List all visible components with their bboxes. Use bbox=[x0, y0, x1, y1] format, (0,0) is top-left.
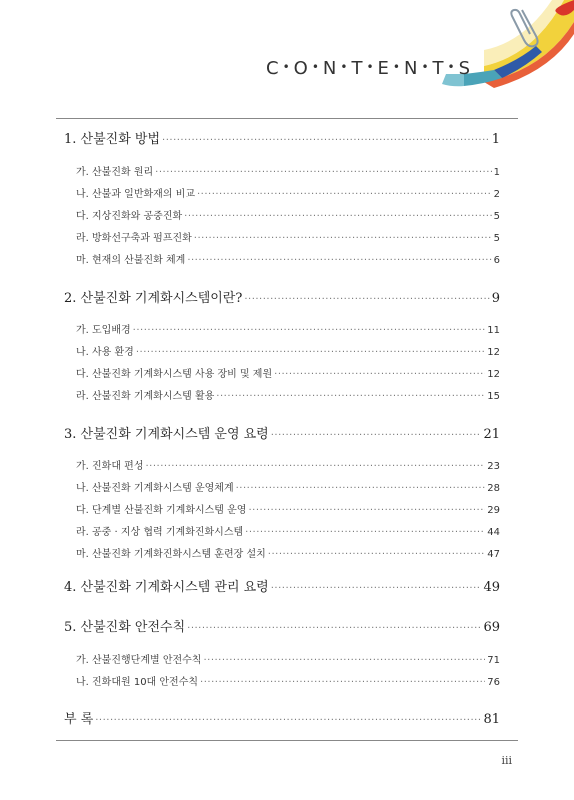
bottom-rule bbox=[56, 740, 518, 741]
toc-item[interactable]: 마. 산불진화 기계화진화시스템 훈련장 설치 ····· 47 bbox=[76, 542, 500, 561]
toc-item[interactable]: 가. 산불진행단계별 안전수칙 ····· 71 bbox=[76, 648, 500, 667]
toc-section-5[interactable]: 5. 산불진화 안전수칙 ····· 69 bbox=[64, 616, 500, 635]
contents-title: C • O • N • T • E • N • T • S bbox=[266, 58, 472, 79]
toc-item[interactable]: 가. 산불진화 원리 ····· 1 bbox=[76, 160, 500, 179]
toc-item[interactable]: 나. 산불진화 기계화시스템 운영체계 ····· 28 bbox=[76, 476, 500, 495]
toc-item[interactable]: 나. 사용 환경 ····· 12 bbox=[76, 340, 500, 359]
toc-section-2[interactable]: 2. 산불진화 기계화시스템이란? ····· 9 bbox=[64, 287, 500, 306]
toc-section-1[interactable]: 1. 산불진화 방법 ····· 1 bbox=[64, 128, 500, 147]
toc-appendix[interactable]: 부 록 ····· 81 bbox=[64, 708, 500, 727]
toc-item[interactable]: 가. 도입배경 ····· 11 bbox=[76, 318, 500, 337]
toc-item[interactable]: 다. 단계별 산불진화 기계화시스템 운영 ····· 29 bbox=[76, 498, 500, 517]
toc-item[interactable]: 가. 진화대 편성 ····· 23 bbox=[76, 454, 500, 473]
toc-item[interactable]: 다. 산불진화 기계화시스템 사용 장비 및 제원 ····· 12 bbox=[76, 362, 500, 381]
toc-item[interactable]: 다. 지상진화와 공중진화 ····· 5 bbox=[76, 204, 500, 223]
toc-item[interactable]: 라. 방화선구축과 펌프진화 ····· 5 bbox=[76, 226, 500, 245]
toc-item[interactable]: 라. 공중 · 지상 협력 기계화진화시스템 ····· 44 bbox=[76, 520, 500, 539]
top-rule bbox=[56, 118, 518, 119]
toc-item[interactable]: 마. 현재의 산불진화 체계 ····· 6 bbox=[76, 248, 500, 267]
page-number: iii bbox=[501, 754, 512, 767]
toc-section-4[interactable]: 4. 산불진화 기계화시스템 관리 요령 ····· 49 bbox=[64, 576, 500, 595]
toc-item[interactable]: 라. 산불진화 기계화시스템 활용 ····· 15 bbox=[76, 384, 500, 403]
toc-section-3[interactable]: 3. 산불진화 기계화시스템 운영 요령 ····· 21 bbox=[64, 423, 500, 442]
toc-item[interactable]: 나. 산불과 일반화재의 비교 ····· 2 bbox=[76, 182, 500, 201]
toc-item[interactable]: 나. 진화대원 10대 안전수칙 ····· 76 bbox=[76, 670, 500, 689]
decorative-ribbon bbox=[424, 0, 574, 100]
